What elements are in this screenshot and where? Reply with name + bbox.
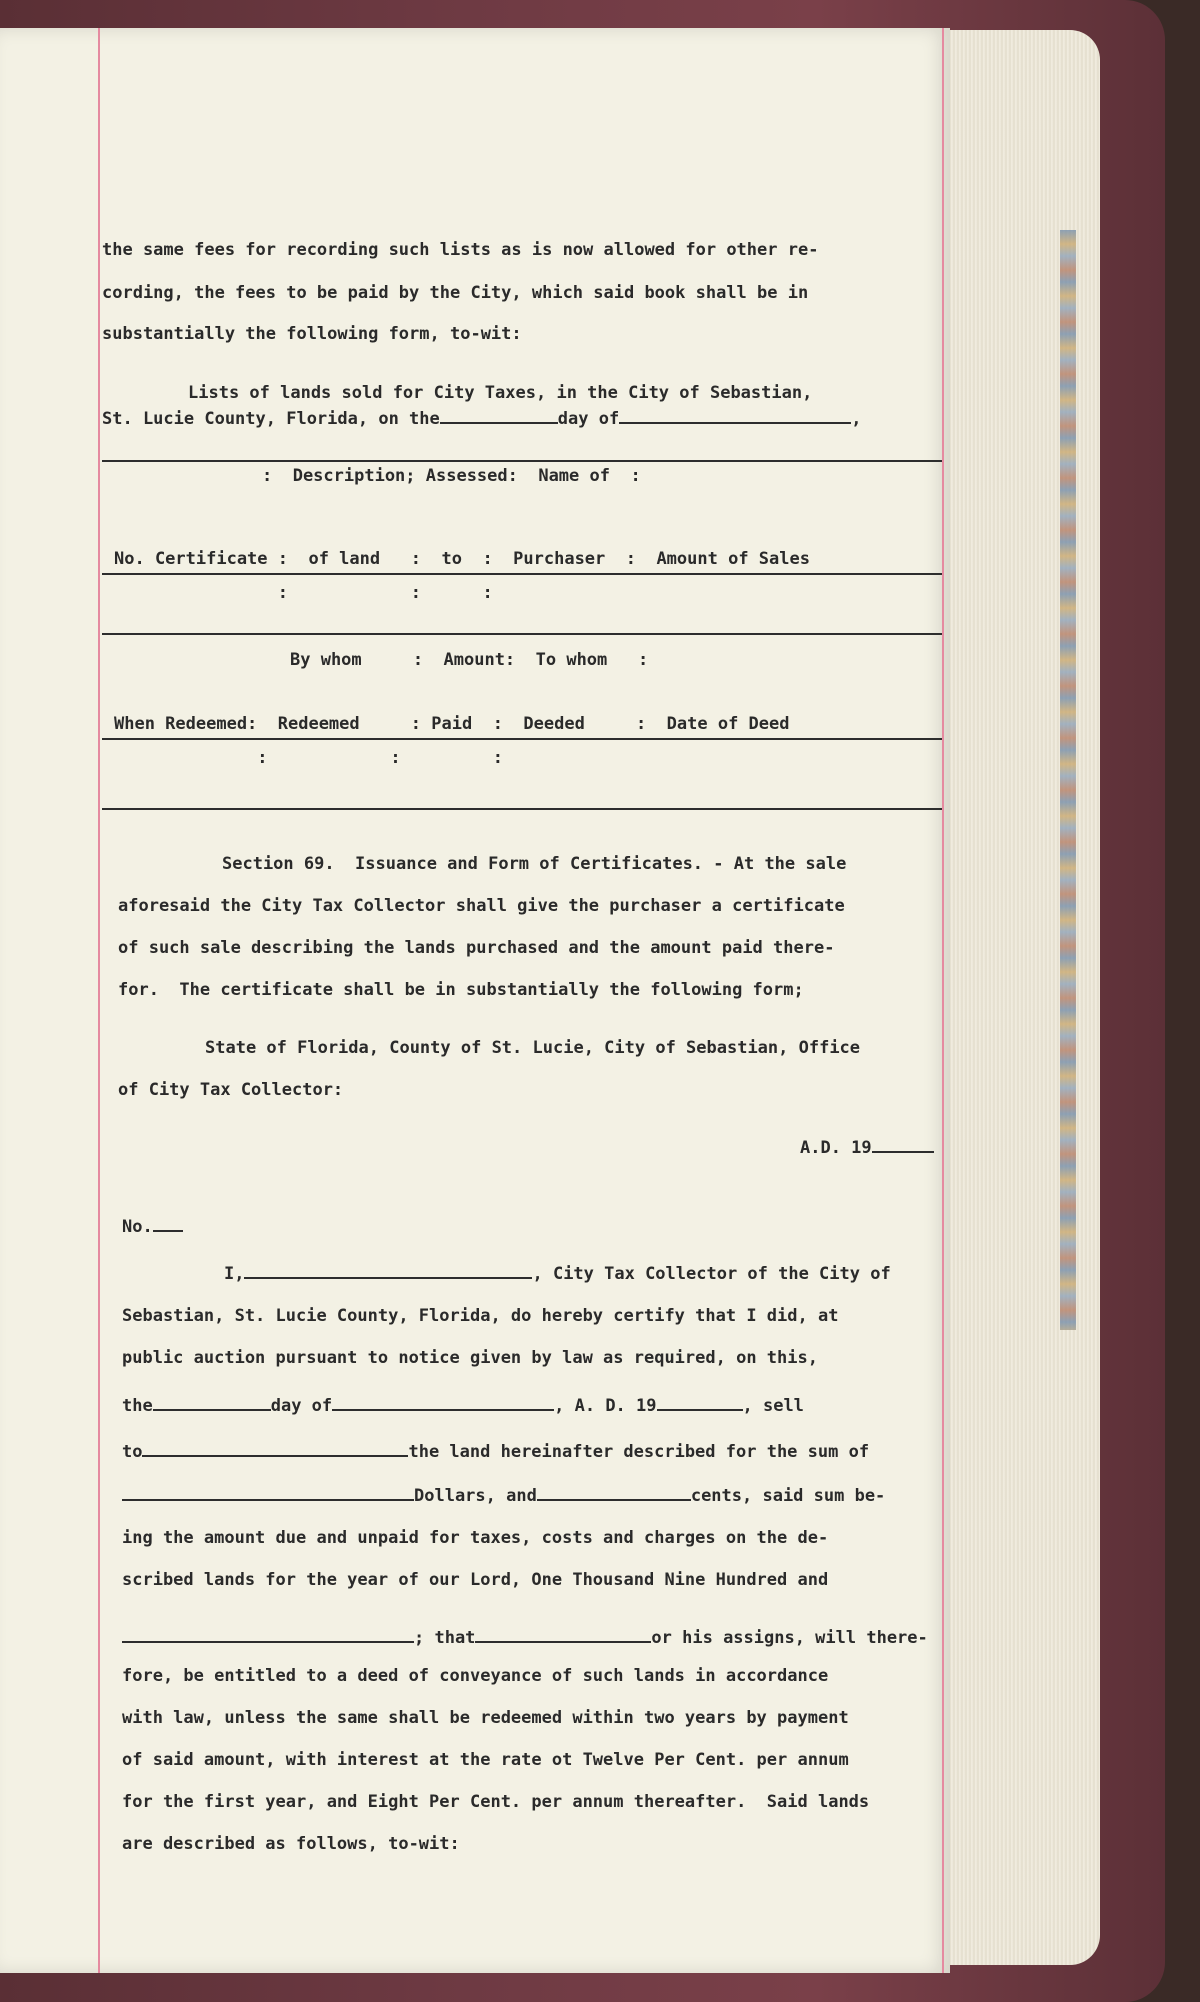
cert-cents: cents, said sum be- <box>690 1486 886 1506</box>
cert-i: I, <box>224 1264 245 1284</box>
para1-line1: the same fees for recording such lists as is now allowed for other re- <box>102 240 819 260</box>
ledger-page <box>0 28 950 1973</box>
cert-ad: , A. D. 19 <box>554 1396 657 1416</box>
sec69-line1: Section 69. Issuance and Form of Certificates. - At the sale <box>222 854 847 874</box>
cert-body12: of said amount, with interest at the rate ot Twelve Per Cent. per annum <box>122 1750 849 1770</box>
para1-line3: substantially the following form, to-wit: <box>102 324 522 344</box>
cert-dollars: Dollars, and <box>414 1486 537 1506</box>
cert-collector-title: , City Tax Collector of the City of <box>532 1264 891 1284</box>
header-row5: When Redeemed: Redeemed : Paid : Deeded : Date of Deed <box>114 714 790 734</box>
header-row2: No. Certificate : of land : to : Purchaser : Amount of Sales <box>114 549 810 569</box>
cert-date-ad: A.D. 19 <box>800 1138 872 1158</box>
cert-day-of: day of <box>270 1396 333 1416</box>
blank-cert-no <box>153 1213 183 1232</box>
sec69-line3: of such sale describing the lands purchased and the amount paid there- <box>118 938 835 958</box>
cert-body7: ing the amount due and unpaid for taxes, costs and charges on the de- <box>122 1528 829 1548</box>
cert-state-line1: State of Florida, County of St. Lucie, City of Sebastian, Office <box>205 1038 861 1058</box>
blank-year <box>872 1134 934 1153</box>
blank-day2 <box>153 1392 271 1411</box>
sec69-line2: aforesaid the City Tax Collector shall give the purchaser a certificate <box>118 896 845 916</box>
list-heading-day-of: day of <box>557 409 620 429</box>
list-heading-on-the: St. Lucie County, Florida, on the <box>102 409 440 429</box>
list-heading-line1: Lists of lands sold for City Taxes, in the City of Sebastian, <box>188 383 813 403</box>
cert-body5 <box>122 1438 869 1462</box>
rule-3 <box>102 633 942 635</box>
cert-body13: for the first year, and Eight Per Cent. per annum thereafter. Said lands <box>122 1792 870 1812</box>
blank-dollars <box>122 1482 414 1501</box>
para1-line2: cording, the fees to be paid by the City, which said book shall be in <box>102 283 809 303</box>
cert-body11: with law, unless the same shall be redeemed within two years by payment <box>122 1708 849 1728</box>
rule-2 <box>102 573 942 575</box>
cert-body10: fore, be entitled to a deed of conveyance of such lands in accordance <box>122 1666 829 1686</box>
page-text <box>0 28 950 1973</box>
header-row4: By whom : Amount: To whom : <box>290 650 649 670</box>
cert-body9 <box>122 1624 928 1648</box>
blank-assignee <box>475 1624 651 1643</box>
list-heading-comma: , <box>851 409 862 429</box>
sec69-line4: for. The certificate shall be in substantially the following form; <box>118 980 804 1000</box>
cert-assigns: or his assigns, will there- <box>651 1628 928 1648</box>
rule-5 <box>102 808 942 810</box>
rule-1 <box>102 460 942 462</box>
blank-cents <box>537 1482 691 1501</box>
cert-body2: Sebastian, St. Lucie County, Florida, do hereby certify that I did, at <box>122 1306 839 1326</box>
page-edges <box>940 30 1100 1965</box>
cert-body6 <box>122 1482 885 1506</box>
cert-body1 <box>224 1260 891 1284</box>
blank-year2 <box>657 1392 743 1411</box>
cert-body4 <box>122 1392 804 1416</box>
cert-body3: public auction pursuant to notice given by law as required, on this, <box>122 1348 818 1368</box>
blank-day <box>440 405 558 424</box>
cert-sell: , sell <box>742 1396 804 1416</box>
cert-the: the <box>122 1396 153 1416</box>
blank-year-text <box>122 1624 414 1643</box>
cert-date <box>800 1134 934 1158</box>
marbled-edge <box>1060 230 1076 1330</box>
cert-no-label: No. <box>122 1217 153 1237</box>
cert-no <box>122 1213 183 1237</box>
cert-to: to <box>122 1442 143 1462</box>
rule-4 <box>102 738 942 740</box>
blank-month2 <box>332 1392 554 1411</box>
header-row6: : : : <box>114 748 503 768</box>
list-heading-line2 <box>102 405 861 429</box>
blank-collector <box>244 1260 532 1279</box>
blank-purchaser <box>142 1438 408 1457</box>
cert-body14: are described as follows, to-wit: <box>122 1834 460 1854</box>
blank-month <box>619 405 851 424</box>
header-row3: : : : <box>114 583 493 603</box>
header-row1: : Description; Assessed: Name of : <box>262 466 641 486</box>
cert-land-sum: the land hereinafter described for the sum of <box>408 1442 870 1462</box>
cert-that: ; that <box>414 1628 476 1648</box>
cert-body8: scribed lands for the year of our Lord, One Thousand Nine Hundred and <box>122 1570 829 1590</box>
cert-state-line2: of City Tax Collector: <box>118 1080 344 1100</box>
